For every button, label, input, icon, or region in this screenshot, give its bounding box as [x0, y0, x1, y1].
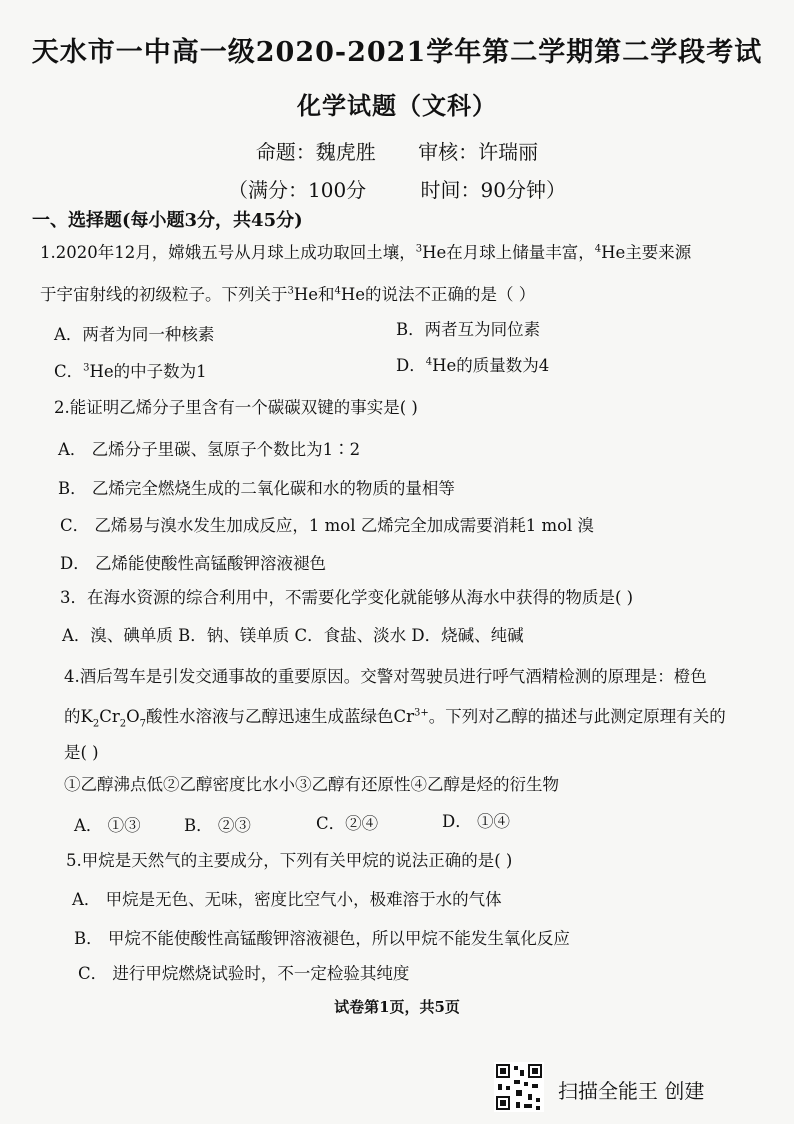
q4-option-c: C．②④ — [316, 814, 379, 833]
section-heading: 一、选择题(每小题3分，共45分) — [32, 210, 303, 231]
q5-stem: 5.甲烷是天然气的主要成分，下列有关甲烷的说法正确的是( ) — [66, 851, 513, 870]
q4-option-b: B． ②③ — [184, 816, 251, 835]
q4-line2: 的$K_2Cr_2O_7$酸性水溶液与乙醇迅速生成蓝绿色$Cr^{3+}$。下列对乙醇的描述与此测定原理有关的 — [64, 707, 726, 730]
q3-options: A．溴、碘单质 B．钠、镁单质 C．食盐、淡水 D．烧碱、纯碱 — [62, 626, 524, 645]
q1-option-a: A．两者为同一种核素 — [54, 325, 215, 344]
qr-code-icon — [494, 1062, 544, 1112]
exam-title: 天水市一中高一级2020-2021学年第二学期第二学段考试 — [31, 37, 763, 68]
q4-line1: 4.酒后驾车是引发交通事故的重要原因。交警对驾驶员进行呼气酒精检测的原理是：橙色 — [64, 667, 707, 686]
q1-line1: 1.2020年12月，嫦娥五号从月球上成功取回土壤，$^3$He在月球上储量丰富，$^4$He主要来源 — [40, 243, 692, 262]
q5-option-a: A． 甲烷是无色、无味，密度比空气小，极难溶于水的气体 — [72, 890, 502, 909]
exam-info — [0, 174, 794, 203]
q2-stem: 2.能证明乙烯分子里含有一个碳碳双键的事实是( ) — [54, 398, 418, 417]
q2-option-a: A． 乙烯分子里碳、氢原子个数比为1∶2 — [58, 440, 361, 459]
exam-authors — [0, 136, 794, 165]
q1-option-c: C．$^3$He的中子数为1 — [54, 362, 207, 381]
q4-statements: ①乙醇沸点低②乙醇密度比水小③乙醇有还原性④乙醇是烃的衍生物 — [64, 775, 559, 794]
page-footer: 试卷第1页，共5页 — [334, 998, 460, 1016]
q2-option-c: C． 乙烯易与溴水发生加成反应，1 mol 乙烯完全加成需要消耗1 mol 溴 — [60, 516, 595, 535]
q1-option-d: D．$^4$He的质量数为4 — [396, 356, 550, 375]
q2-option-b: B． 乙烯完全燃烧生成的二氧化碳和水的物质的量相等 — [58, 479, 455, 498]
time-info: 时间：90分钟） — [420, 178, 566, 202]
q4-option-d: D． ①④ — [442, 812, 510, 831]
q4-option-a: A． ①③ — [74, 816, 141, 835]
q1-line2: 于宇宙射线的初级粒子。下列关于$^3$He和$^4$He的说法不正确的是（ ） — [40, 285, 536, 304]
q5-option-b: B． 甲烷不能使酸性高锰酸钾溶液褪色，所以甲烷不能发生氧化反应 — [74, 929, 570, 948]
exam-subtitle: 化学试题（文科） — [297, 91, 497, 120]
scanner-watermark: 扫描全能王 创建 — [558, 1079, 705, 1103]
score-info: （满分：100分 — [228, 178, 367, 202]
author: 命题：魏虎胜 — [255, 140, 376, 164]
q5-option-c: C． 进行甲烷燃烧试验时，不一定检验其纯度 — [78, 964, 410, 983]
q1-option-b: B．两者互为同位素 — [396, 320, 541, 339]
q2-option-d: D． 乙烯能使酸性高锰酸钾溶液褪色 — [60, 554, 326, 573]
reviewer: 审核：许瑞丽 — [418, 140, 539, 164]
q4-line3: 是( ) — [64, 743, 99, 762]
q3-stem: 3．在海水资源的综合利用中，不需要化学变化就能够从海水中获得的物质是( ) — [60, 588, 634, 607]
